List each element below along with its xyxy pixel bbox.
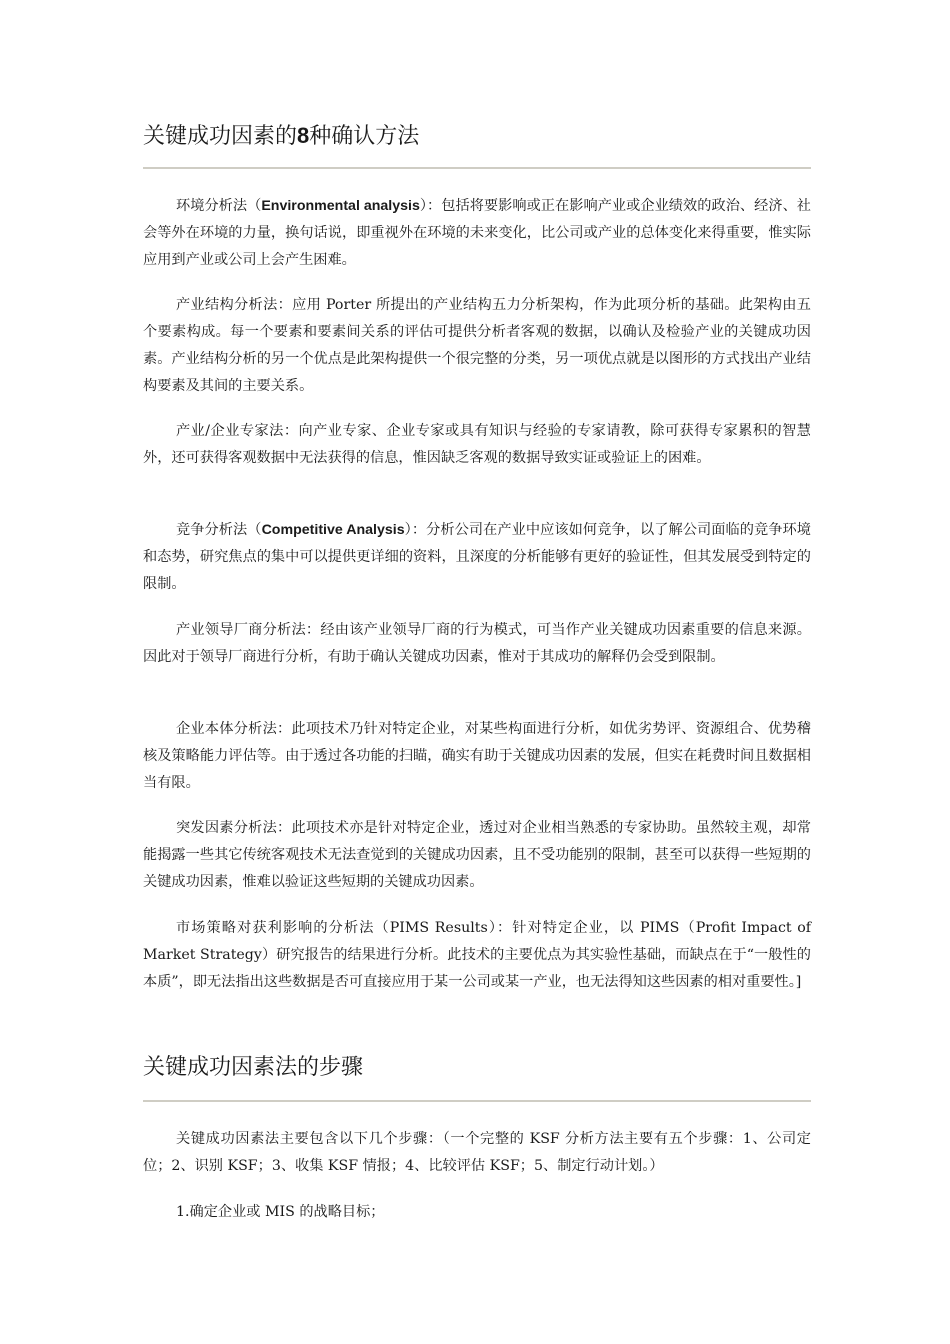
paragraph-body: ）：包括将要影响或正在影响产业或企业绩效的政治、经济、社会等外在环境的力量，换句话说，即重视外在环境的未来变化，比公司或产业的总体变化来得重要，惟实际应用到产业或公司上会产生困难。: [143, 198, 811, 268]
section-1-title-number: 8: [297, 123, 310, 148]
paragraph-environmental-analysis: [143, 193, 811, 274]
paragraph-emergent-factors: 突发因素分析法：此项技术亦是针对特定企业，透过对企业相当熟悉的专家协助。虽然较主观，却常能揭露一些其它传统客观技术无法查觉到的关键成功因素，且不受功能别的限制，甚至可以获得一些短期的关键成功因素，惟难以验证这些短期的关键成功因素。: [143, 820, 811, 890]
section-1-divider: [143, 167, 811, 169]
paragraph-term: Environmental analysis: [261, 198, 420, 214]
paragraph-industry-experts: 产业/企业专家法：向产业专家、企业专家或具有知识与经验的专家请教，除可获得专家累积的智慧外，还可获得客观数据中无法获得的信息，惟因缺乏客观的数据导致实证或验证上的困难。: [143, 423, 811, 466]
paragraph-prefix: 环境分析法（: [176, 198, 262, 214]
section-1-title-prefix: 关键成功因素的: [143, 124, 298, 149]
paragraph-step-1: 1.确定企业或 MIS 的战略目标；: [176, 1204, 385, 1220]
paragraph-prefix: 竞争分析法（: [176, 522, 262, 538]
paragraph-steps-intro: 关键成功因素法主要包含以下几个步骤：（一个完整的 KSF 分析方法主要有五个步骤：1、公司定位；2、识别 KSF；3、收集 KSF 情报；4、比较评估 KSF；5、制定行动计划。）: [143, 1131, 811, 1174]
paragraph-industry-leader: 产业领导厂商分析法：经由该产业领导厂商的行为模式，可当作产业关键成功因素重要的信息来源。因此对于领导厂商进行分析，有助于确认关键成功因素，惟对于其成功的解释仍会受到限制。: [143, 622, 811, 665]
paragraph-industry-structure: 产业结构分析法：应用 Porter 所提出的产业结构五力分析架构，作为此项分析的基础。此架构由五个要素构成。每一个要素和要素间关系的评估可提供分析者客观的数据，以确认及检验产业的关键成功因素。产业结构分析的另一个优点是此架构提供一个很完整的分类，另一项优点就是以图形的方式找出产业结构要素及其间的主要关系。: [143, 297, 811, 394]
section-2-title: 关键成功因素法的步骤: [143, 1055, 364, 1080]
paragraph-pims-results: 市场策略对获利影响的分析法（PIMS Results）：针对特定企业，以 PIMS（Profit Impact of Market Strategy）研究报告的结果进行分析。此技术的主要优点为其实验性基础，而缺点在于“一般性的本质”，即无法指出这些数据是否可直接应用于某一公司或某一产业，也无法得知这些因素的相对重要性。]: [143, 920, 811, 990]
paragraph-competitive-analysis: [143, 517, 811, 598]
section-2-divider: [143, 1100, 811, 1102]
section-1-title-suffix: 种确认方法: [309, 124, 420, 149]
paragraph-firm-self-analysis: 企业本体分析法：此项技术乃针对特定企业，对某些构面进行分析，如优劣势评、资源组合、优势稽核及策略能力评估等。由于透过各功能的扫瞄，确实有助于关键成功因素的发展，但实在耗费时间且数据相当有限。: [143, 721, 811, 791]
section-1-title: [143, 121, 811, 152]
paragraph-body: ）：分析公司在产业中应该如何竞争，以了解公司面临的竞争环境和态势，研究焦点的集中可以提供更详细的资料，且深度的分析能够有更好的验证性，但其发展受到特定的限制。: [143, 522, 811, 592]
paragraph-term: Competitive Analysis: [261, 522, 405, 538]
